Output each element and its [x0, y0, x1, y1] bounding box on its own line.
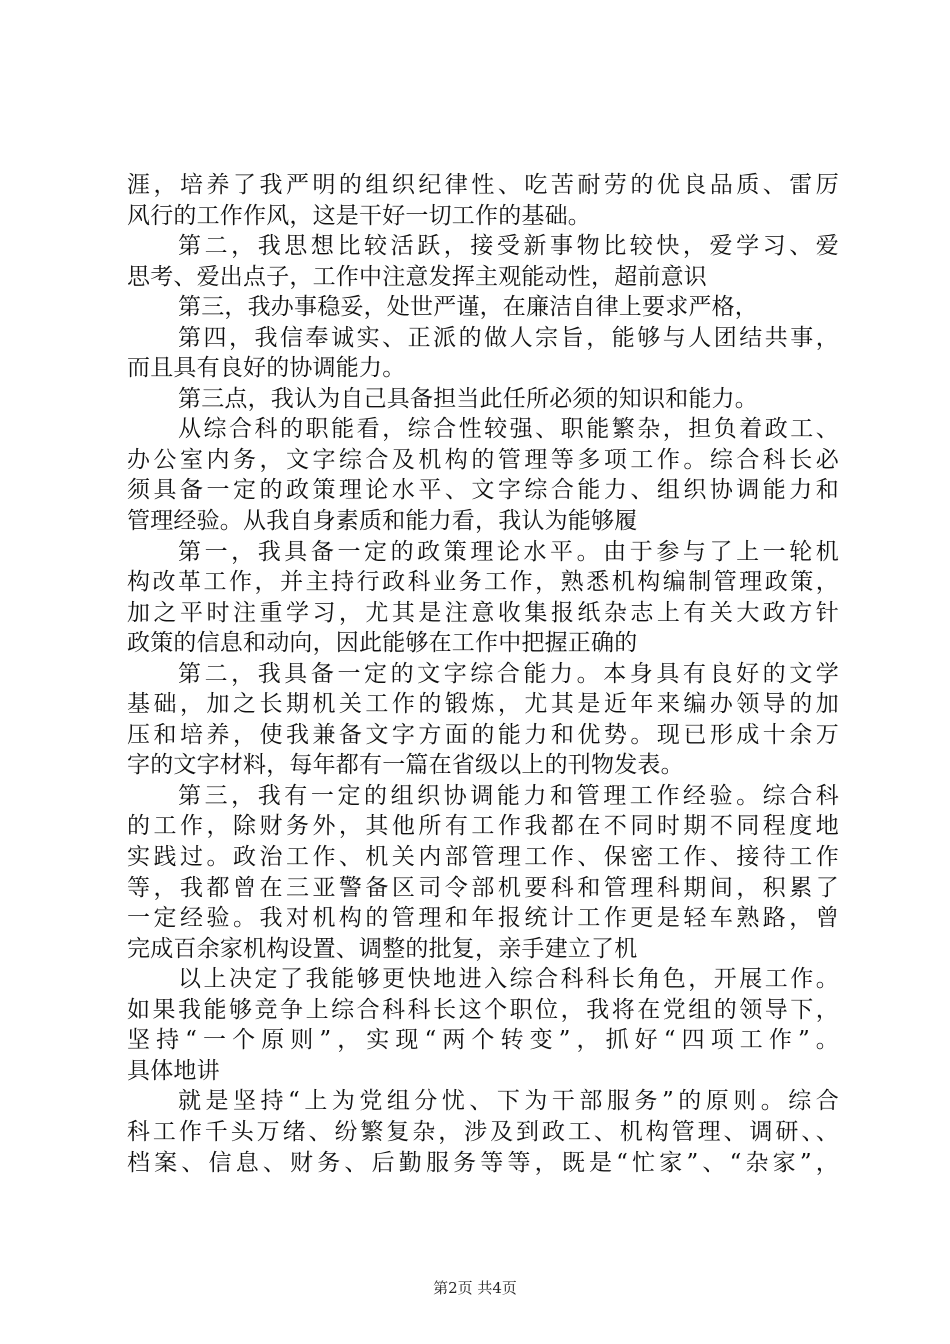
text-line: 等，我都曾在三亚警备区司令部机要科和管理科期间，积累了 [127, 874, 839, 901]
text-line: 须具备一定的政策理论水平、文字综合能力、组织协调能力和 [127, 477, 839, 504]
text-line: 一定经验。我对机构的管理和年报统计工作更是轻车熟路，曾 [127, 905, 839, 932]
text-line: 就是坚持“上为党组分忧、下为干部服务”的原则。综合 [178, 1088, 839, 1115]
text-line: 政策的信息和动向，因此能够在工作中把握正确的 [127, 630, 638, 657]
text-line: 而且具有良好的协调能力。 [127, 355, 406, 382]
text-line: 压和培养，使我兼备文字方面的能力和优势。现已形成十余万 [127, 721, 839, 748]
text-line: 第三，我有一定的组织协调能力和管理工作经验。综合科 [178, 782, 839, 809]
text-line: 第四，我信奉诚实、正派的做人宗旨，能够与人团结共事， [178, 324, 839, 351]
text-line: 完成百余家机构设置、调整的批复，亲手建立了机 [127, 935, 638, 962]
page-footer: 第2页 共4页 [433, 1279, 517, 1297]
text-line: 第一，我具备一定的政策理论水平。由于参与了上一轮机 [178, 538, 839, 565]
text-line: 第三，我办事稳妥，处世严谨，在廉洁自律上要求严格， [178, 294, 758, 321]
text-line: 第二，我具备一定的文字综合能力。本身具有良好的文学 [178, 660, 839, 687]
text-line: 以上决定了我能够更快地进入综合科科长角色，开展工作。 [178, 966, 839, 993]
text-line: 涯，培养了我严明的组织纪律性、吃苦耐劳的优良品质、雷厉 [127, 172, 839, 198]
text-line: 从综合科的职能看，综合性较强、职能繁杂，担负着政工、 [178, 416, 839, 443]
text-line: 第三点，我认为自己具备担当此任所必须的知识和能力。 [178, 385, 758, 412]
text-line: 具体地讲 [127, 1057, 220, 1084]
text-line: 科工作千头万绪、纷繁复杂，涉及到政工、机构管理、调研、、 [127, 1118, 839, 1145]
text-line: 的工作，除财务外，其他所有工作我都在不同时期不同程度地 [127, 813, 839, 840]
text-line: 坚持“一个原则”，实现“两个转变”，抓好“四项工作”。 [127, 1027, 839, 1054]
text-line: 构改革工作，并主持行政科业务工作，熟悉机构编制管理政策， [127, 569, 839, 596]
text-line: 加之平时注重学习，尤其是注意收集报纸杂志上有关大政方针 [127, 599, 839, 626]
text-line: 管理经验。从我自身素质和能力看，我认为能够履 [127, 508, 638, 535]
text-line: 办公室内务，文字综合及机构的管理等多项工作。综合科长必 [127, 446, 839, 473]
text-line: 风行的工作作风，这是干好一切工作的基础。 [127, 202, 591, 229]
text-line: 档案、信息、财务、后勤服务等等，既是“忙家”、“杂家”， [127, 1149, 839, 1176]
text-line: 实践过。政治工作、机关内部管理工作、保密工作、接待工作 [127, 844, 839, 871]
text-line: 第二，我思想比较活跃，接受新事物比较快，爱学习、爱 [178, 233, 839, 260]
body-text [127, 170, 839, 1178]
text-line: 如果我能够竞争上综合科科长这个职位，我将在党组的领导下， [127, 996, 839, 1023]
text-line: 思考、爱出点子，工作中注意发挥主观能动性，超前意识 [127, 263, 707, 290]
text-line: 基础，加之长期机关工作的锻炼，尤其是近年来编办领导的加 [127, 691, 839, 718]
text-line: 字的文字材料，每年都有一篇在省级以上的刊物发表。 [127, 752, 684, 779]
